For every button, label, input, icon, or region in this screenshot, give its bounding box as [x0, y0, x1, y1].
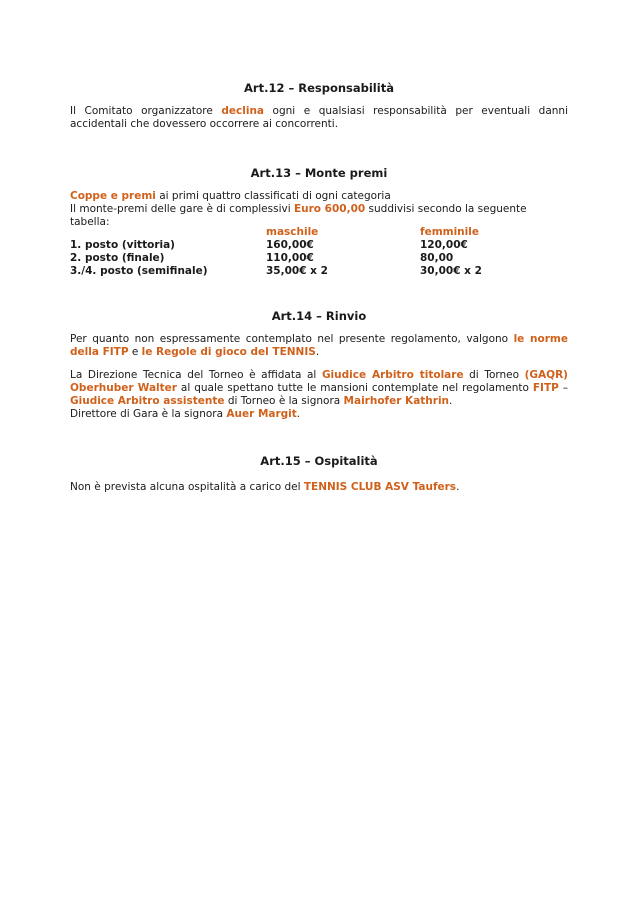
art14-paragraph3: Direttore di Gara è la signora Auer Margit. [70, 408, 301, 420]
art12-heading: Art.12 – Responsabilità [244, 81, 394, 95]
highlight-tennis-club: TENNIS CLUB ASV Taufers [303, 481, 457, 493]
table-row: 1. posto (vittoria) 160,00€ 120,00€ [70, 239, 468, 251]
highlight-gaqr-oberhuber: (GAQR) Oberhuber Walter [70, 369, 568, 394]
table-row: 2. posto (finale) 110,00€ 80,00 [70, 252, 454, 264]
art13-line1: Coppe e premi ai primi quattro classificati di ogni categoria [70, 190, 391, 202]
highlight-giudice-titolare: Giudice Arbitro titolare [321, 369, 464, 381]
art12-paragraph: Il Comitato organizzatore declina ogni e qualsiasi responsabilità per eventuali danni accidentali che dovessero occorrere ai concorrenti. [70, 105, 568, 130]
highlight-giudice-assistente: Giudice Arbitro assistente [70, 395, 225, 407]
prize-table [70, 226, 568, 278]
table-row: 3./4. posto (semifinale) 35,00€ x 2 30,00€ x 2 [70, 265, 482, 277]
highlight-coppe-premi: Coppe e premi [70, 190, 156, 202]
prize-table-header [70, 226, 568, 239]
art15-heading: Art.15 – Ospitalità [260, 454, 378, 468]
highlight-euro: Euro 600,00 [293, 203, 366, 215]
highlight-fitp: FITP [532, 382, 559, 394]
col-maschile: maschile [266, 226, 319, 238]
art14-heading: Art.14 – Rinvio [271, 309, 367, 323]
highlight-auer-margit: Auer Margit [226, 408, 297, 420]
art13-line2: Il monte-premi delle gare è di complessivi Euro 600,00 suddivisi secondo la seguente tabella: [70, 203, 527, 228]
art14-paragraph2: La Direzione Tecnica del Torneo è affidata al Giudice Arbitro titolare di Torneo (GAQR) Oberhuber Walter al quale spettano tutte le mansioni contemplate nel regolamento FITP – Giudice Arbitro assistente di Torneo è la signora Mairhofer Kathrin. [70, 369, 568, 407]
highlight-declina: declina [221, 105, 265, 117]
highlight-norme-fitp: le norme della FITP [70, 333, 568, 358]
art13-heading: Art.13 – Monte premi [250, 166, 388, 180]
col-femminile: femminile [420, 226, 479, 238]
highlight-mairhofer: Mairhofer Kathrin [343, 395, 450, 407]
art14-paragraph1: Per quanto non espressamente contemplato nel presente regolamento, valgono le norme della FITP e le Regole di gioco del TENNIS. [70, 333, 568, 358]
art15-paragraph: Non è prevista alcuna ospitalità a carico del TENNIS CLUB ASV Taufers. [70, 481, 460, 493]
highlight-regole-tennis: le Regole di gioco del TENNIS [141, 346, 316, 358]
